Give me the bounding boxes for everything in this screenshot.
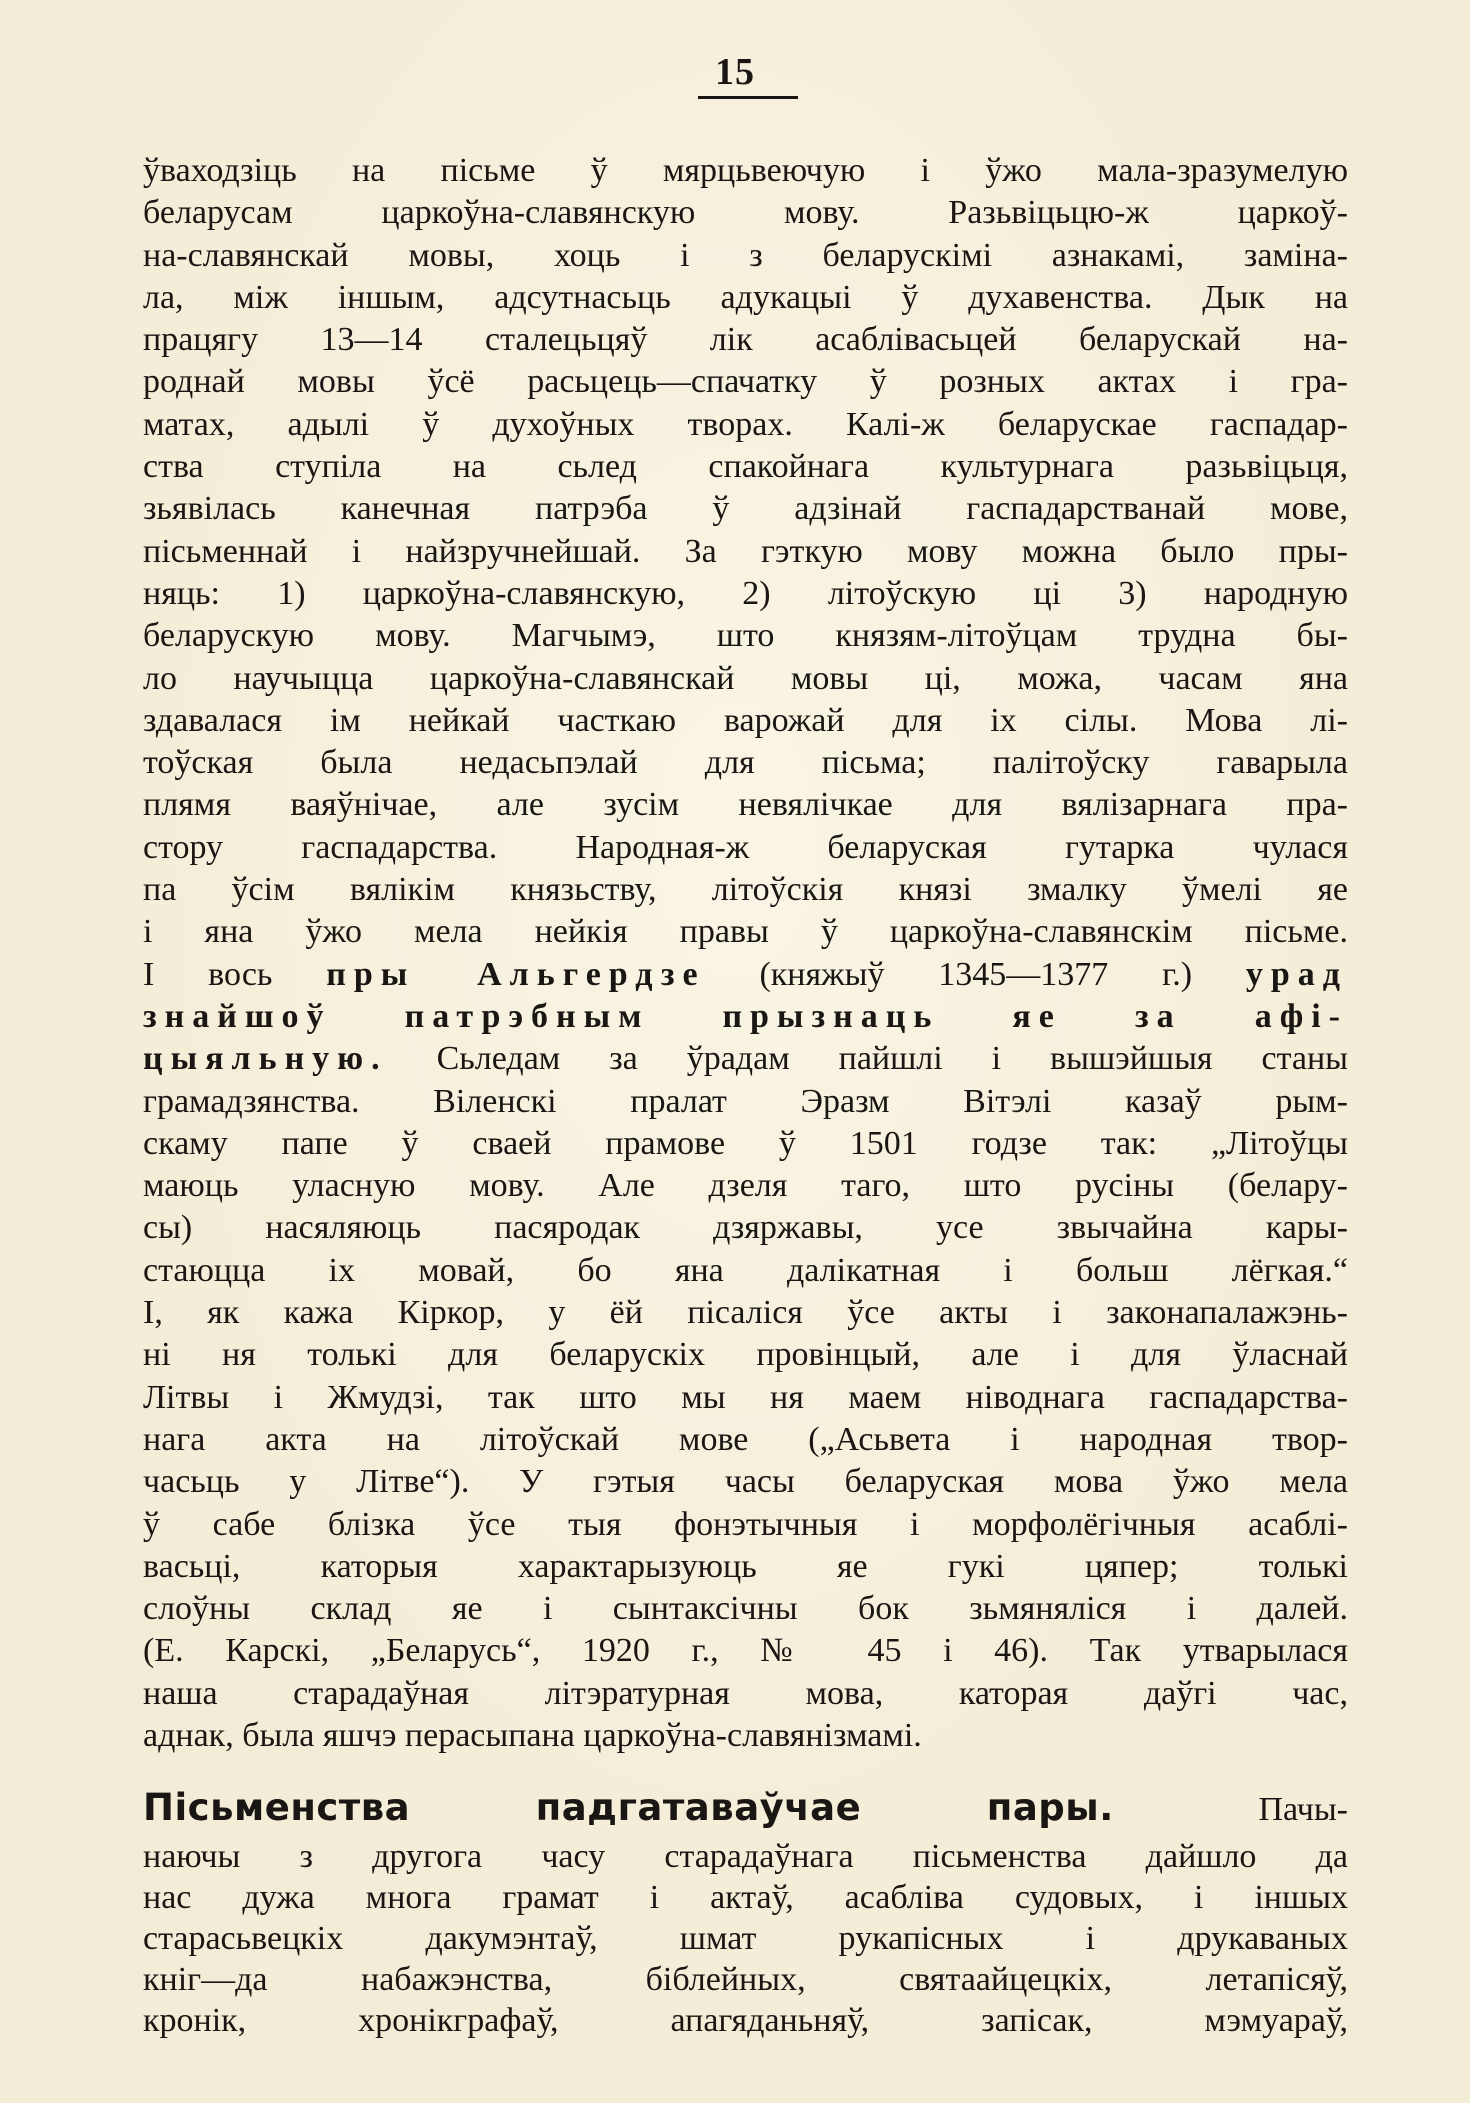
text-line: і яна ўжо мела нейкія правы ў царкоўна-славянскім пісьме. [143,913,1348,951]
text-line: пісьменнай і найзручнейшай. За гэткую мову можна было пры- [143,532,1348,570]
text-line: часьць у Літве“). У гэтыя часы беларуская мова ўжо мела [143,1463,1348,1501]
text-line: старасьвецкіх дакумэнтаў, шмат рукапісных і друкаваных [143,1920,1348,1957]
text-fragment-spaced: цыяльную. [143,1040,388,1078]
text-line: роднай мовы ўсё расьцець—спачатку ў розных актах і гра- [143,363,1348,401]
text-line: тоўская была недасьпэлай для пісьма; палітоўску гаварыла [143,744,1348,782]
text-fragment: І вось [143,955,273,993]
text-line: ло научыцца царкоўна-славянскай мовы ці, можа, часам яна [143,659,1348,697]
section-first-line [143,1780,1348,1836]
text-line: на-славянскай мовы, хоць і з беларускімі азнакамі, заміна- [143,236,1348,274]
text-line-spaced: знайшоў патрэбным прызнаць яе за афі- [143,997,1348,1035]
text-line: стору гаспадарства. Народная-ж беларуская гутарка чулася [143,828,1348,866]
text-line: зьявілась канечная патрэба ў адзінай гаспадарстванай мове, [143,490,1348,528]
text-line: (Е. Карскі, „Беларусь“, 1920 г., № 45 і 46). Так утварылася [143,1632,1348,1670]
text-line: Літвы і Жмудзі, так што мы ня маем ніводнага гаспадарства- [143,1378,1348,1416]
text-line: ла, між іншым, адсутнасьць адукацыі ў духавенства. Дык на [143,278,1348,316]
text-line: няць: 1) царкоўна-славянскую, 2) літоўскую ці 3) народную [143,574,1348,612]
text-line: маюць уласную мову. Але дзеля таго, што русіны (белару- [143,1167,1348,1205]
text-line: васьці, каторыя характарызуюць яе гукі цяпер; толькі [143,1547,1348,1585]
text-line: здавалася ім нейкай часткаю варожай для іх сілы. Мова лі- [143,701,1348,739]
text-line: беларускую мову. Магчымэ, што князям-літоўцам трудна бы- [143,617,1348,655]
section [143,1780,1348,2041]
text-fragment: Пачы- [1258,1791,1348,1828]
section-heading: Пісьменства падгатаваўчае пары. [143,1786,1114,1829]
text-line: стаюцца іх мовай, бо яна далікатная і больш лёгкая.“ [143,1251,1348,1289]
text-line: матах, адылі ў духоўных творах. Калі-ж беларускае гаспадар- [143,405,1348,443]
text-line: аднак, была яшчэ перасыпана царкоўна-славянізмамі. [143,1716,922,1754]
text-line: нага акта на літоўскай мове („Асьвета і народная твор- [143,1420,1348,1458]
text-line: наючы з другога часу старадаўнага пісьменства дайшло да [143,1838,1348,1875]
text-fragment-spaced: урад [1245,955,1348,993]
page-number: 15 [715,51,755,93]
main-text [143,150,1348,1757]
text-line: скаму папе ў сваей прамове ў 1501 годзе так: „Літоўцы [143,1124,1348,1162]
text-line-spaced [143,1038,1348,1080]
text-line: па ўсім вялікім князьству, літоўскія князі змалку ўмелі яе [143,871,1348,909]
text-line: ні ня толькі для беларускіх провінцый, але і для ўласнай [143,1336,1348,1374]
text-line: наша старадаўная літэратурная мова, каторая даўгі час, [143,1674,1348,1712]
text-line: кронік, хронікграфаў, апагяданьняў, запісак, мэмуараў, [143,2002,1348,2039]
text-line: ства ступіла на сьлед спакойнага культурнага разьвіцьця, [143,448,1348,486]
text-line: працягу 13—14 сталецьцяў лік асаблівасьцей беларускай на- [143,321,1348,359]
text-line: нас дужа многа грамат і актаў, асабліва судовых, і іншых [143,1879,1348,1916]
text-line: беларусам царкоўна-славянскую мову. Разьвіцьцю-ж царкоў- [143,194,1348,232]
text-fragment: Сьледам за ўрадам пайшлі і вышэйшыя станы [436,1040,1348,1078]
text-line: ўваходзіць на пісьме ў мярцьвеючую і ўжо мала-зразумелую [143,152,1348,189]
text-line: грамадзянства. Віленскі пралат Эразм Вітэлі казаў рым- [143,1082,1348,1120]
text-line: плямя ваяўнічае, але зусім невялічкае для вялізарнага пра- [143,786,1348,824]
text-fragment: (княжыў 1345—1377 г.) [759,955,1193,993]
page-number-rule [698,96,798,99]
text-fragment-spaced: пры Альгердзе [326,955,706,993]
text-line-spaced [143,954,1348,996]
text-line: кніг—да набажэнства, біблейных, святаайцецкіх, летапісяў, [143,1961,1348,1998]
text-line: І, як кажа Кіркор, у ёй пісаліся ўсе акты і законапалажэнь- [143,1294,1348,1332]
text-line: сы) насяляюць пасяродак дзяржавы, усе звычайна кары- [143,1209,1348,1247]
text-line: ў сабе блізка ўсе тыя фонэтычныя і морфолёгічныя асаблі- [143,1505,1348,1543]
text-line: слоўны склад яе і сынтаксічны бок зьмяняліся і далей. [143,1590,1348,1628]
